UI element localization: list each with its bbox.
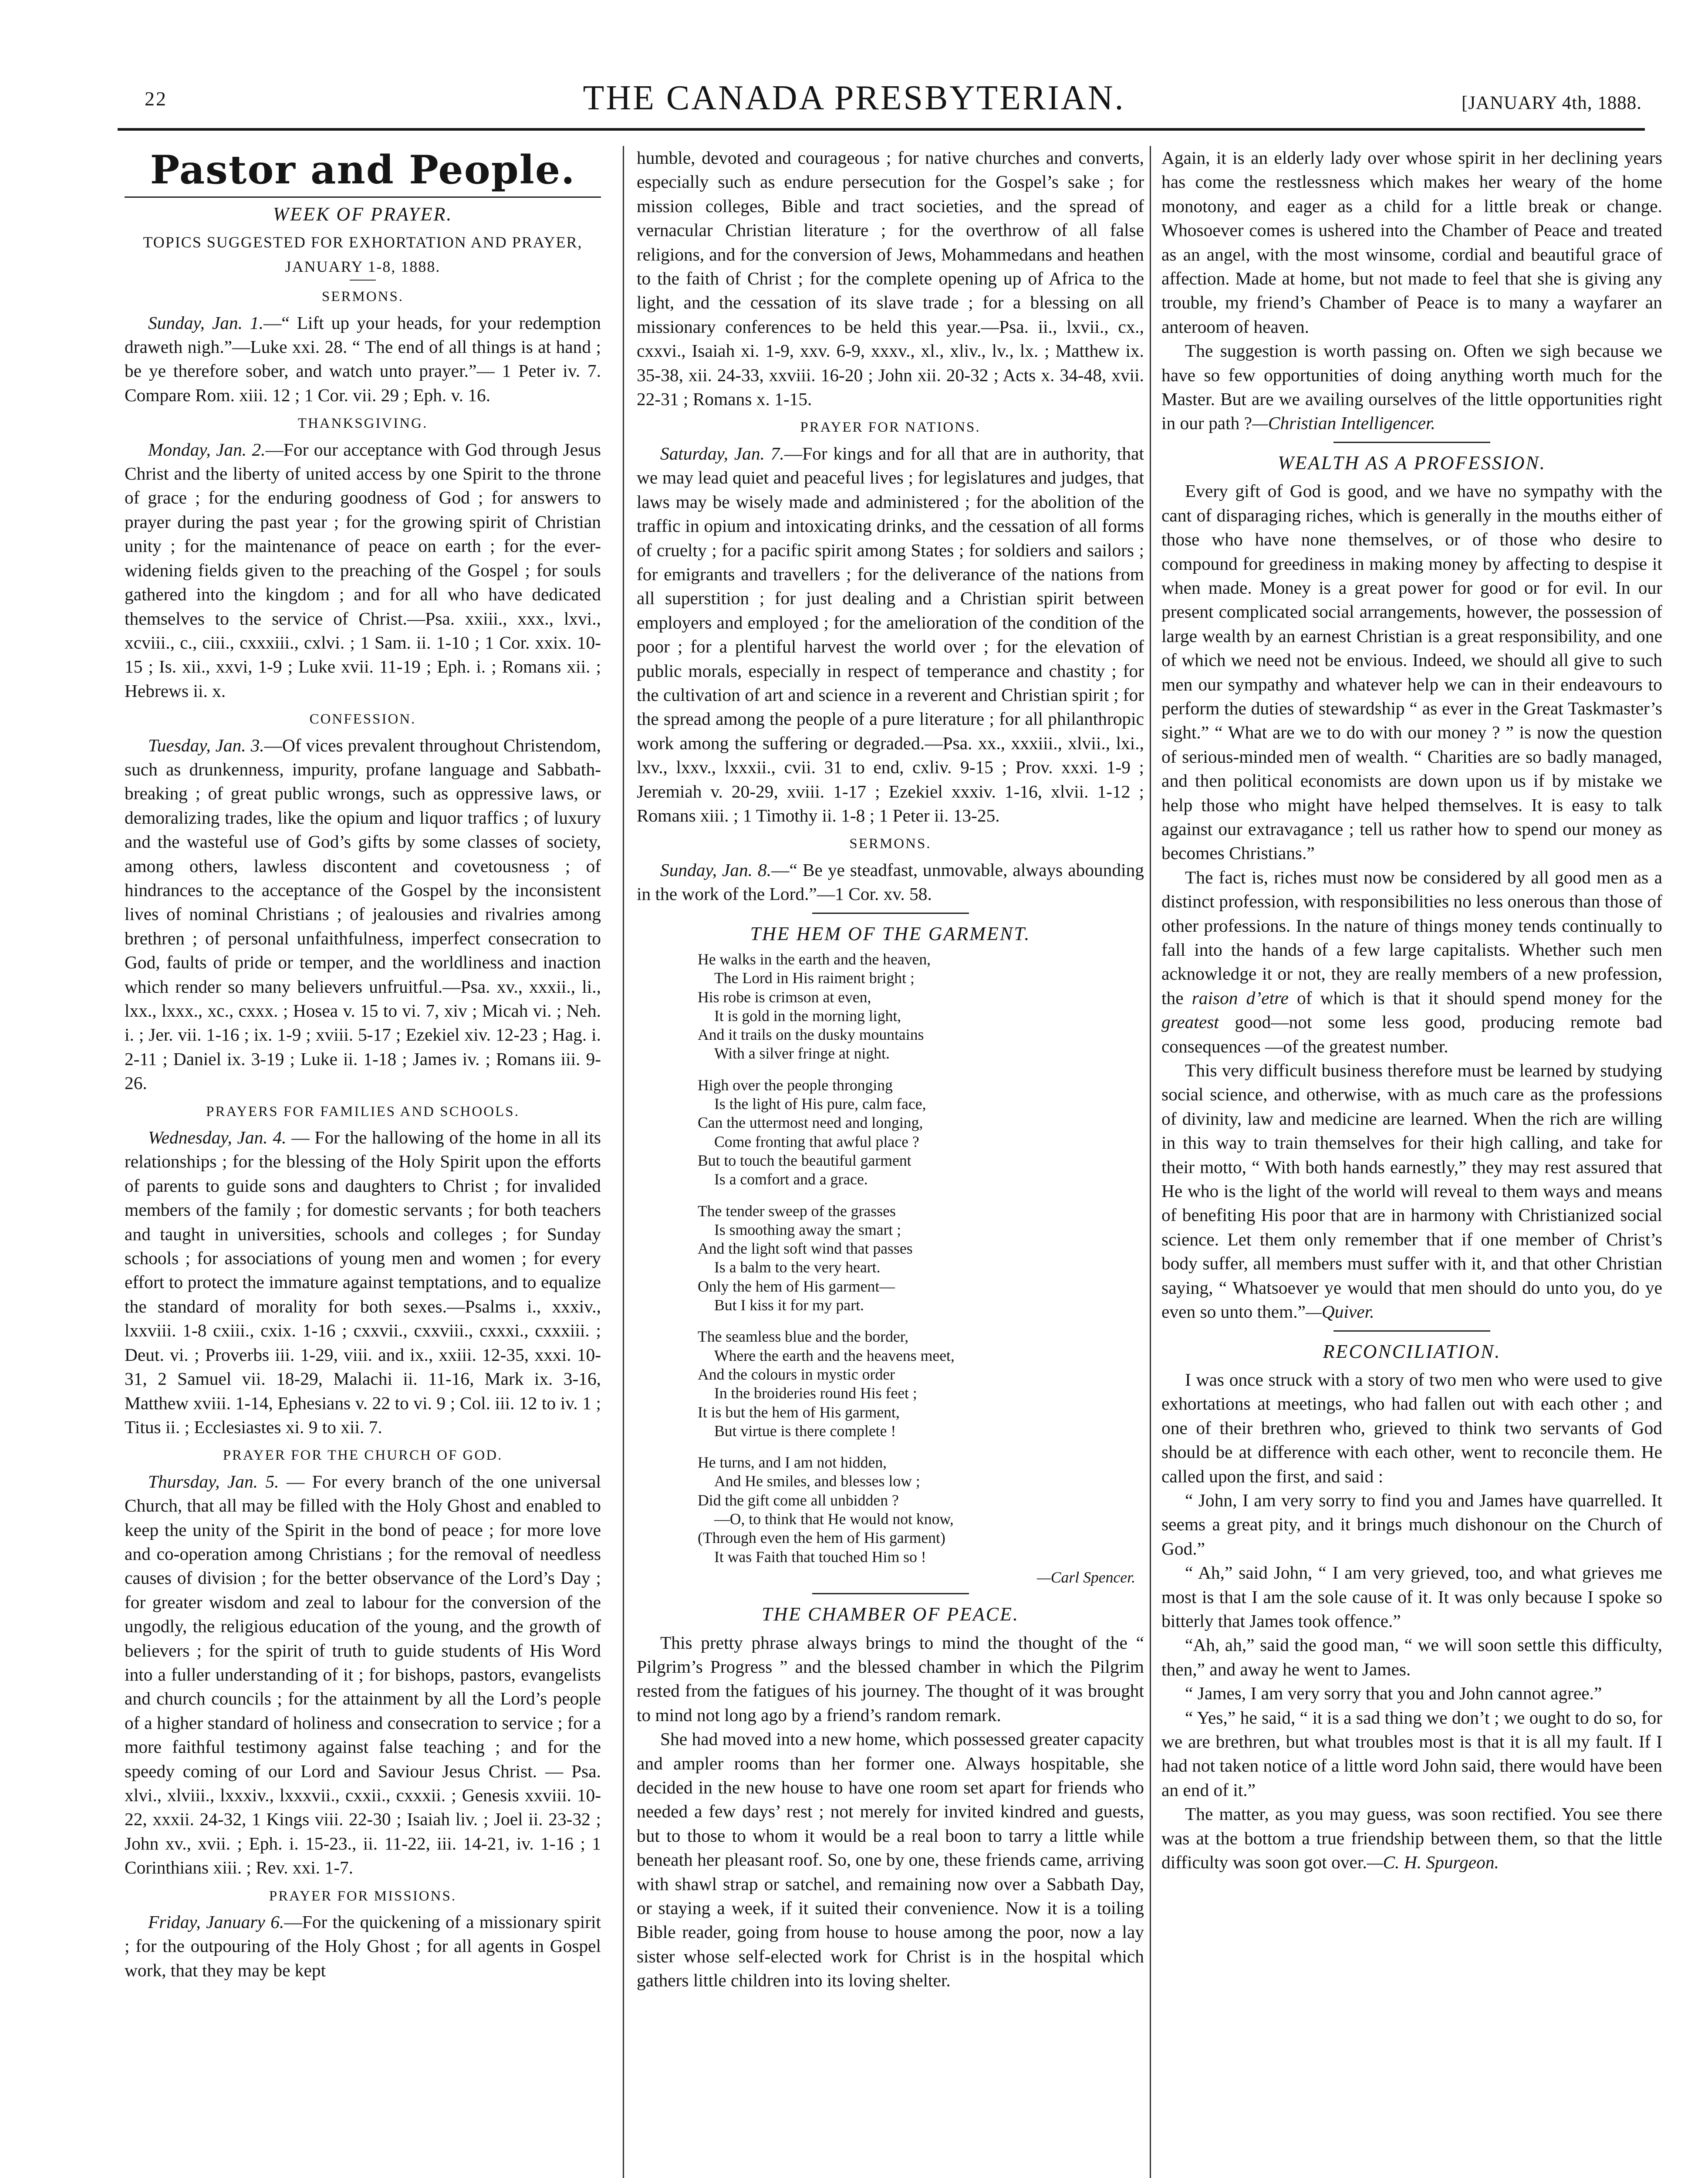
paragraph-missions-cont: humble, devoted and courageous ; for native churches and converts, especially such as endure persecution for the Gospel’s sake ; for mission colleges, Bible and tract societies, and the spread of vernacular Christian literature ; for the overthrow of all false religions, and for the conversion of Jews, Mohammedans and heathen to the faith of Christ ; for the complete opening up of Africa to the light, and the cessation of its slave trade ; for a blessing on all missionary conferences to be held this year.—Psa. ii., lxvii., cx., cxxvi., Isaiah xi. 1-9, xxv. 6-9, xxxv., xl., xliv., lv., lx. ; Matthew ix. 35-38, xii. 24-33, xxviii. 16-20 ; John xii. 20-32 ; Acts x. 34-48, xvii. 22-31 ; Romans x. 1-15. [637,148,1144,409]
subhead-church: PRAYER FOR THE CHURCH OF GOD. [223,1447,503,1464]
poem-line: It is but the hem of His garment, [698,1403,900,1421]
header-rule [118,128,1645,131]
issue-date: [JANUARY 4th, 1888. [1462,93,1642,113]
subhead-sermons: SERMONS. [321,289,404,305]
subhead-confession: CONFESSION. [309,711,416,727]
poem-stanza [698,1453,1144,1566]
section-title: RECONCILIATION. [1323,1340,1501,1362]
subhead-thanksgiving: THANKSGIVING. [297,416,428,432]
poem-line: Come fronting that awful place ? [714,1133,919,1150]
subhead-missions: PRAYER FOR MISSIONS. [269,1888,457,1904]
poem-line: The Lord in His raiment bright ; [714,969,915,987]
subhead-nations: PRAYER FOR NATIONS. [800,419,981,436]
divider [350,280,376,281]
paragraph: I was once struck with a story of two men who were used to give exhortations at meetings, who had fallen out with each other ; and one of their brethren who, grieved to think two servants of God should be at difference with each other, went to reconcile them. He called upon the first, and said : [1161,1369,1662,1486]
poem-line: Did the gift come all unbidden ? [698,1491,899,1509]
poem-line: Can the uttermost need and longing, [698,1114,923,1132]
divider [1333,1330,1490,1332]
poem-line: But I kiss it for my part. [714,1296,864,1314]
attribution: —C. H. Spurgeon. [1367,1852,1499,1873]
poem-line: And the colours in mystic order [698,1365,895,1383]
poem [698,950,1144,1587]
poem-line: It is gold in the morning light, [714,1007,901,1025]
paragraph-thursday: Thursday, Jan. 5. — For every branch of the one universal Church, that all may be filled with the Holy Ghost and enabled to keep the unity of the Spirit in the bond of peace ; for more love and co-operation among Christians ; for the removal of needless causes of division ; for the better observance of the Lord’s Day ; for greater wisdom and zeal to labour for the conversion of the ungodly, the religious education of the young, and the growth of believers ; for the spirit of truth to guide students of His Word into a fuller understanding of it ; for bishops, pastors, evangelists and church councils ; for the attainment by all the Lord’s people of a higher standard of holiness and consecration to service ; for a more faithful testimony against false teaching ; and for the speedy coming of our Lord and Saviour Jesus Christ. — Psa. xlvi., xlviii., lxxxiv., lxxxvii., cxxii., cxxxii. ; Genesis xxviii. 10-22, xxxii. 24-32, 1 Kings viii. 22-30 ; Isaiah liv. ; Joel ii. 23-32 ; John xv., xvii. ; Eph. i. 15-23., ii. 11-22, iii. 14-21, iv. 1-16 ; 1 Corinthians xiii. ; Rev. xxi. 1-7. [125,1471,601,1878]
attribution: —Christian Intelligencer. [1252,413,1435,433]
paragraph-sunday-8: Sunday, Jan. 8.—“ Be ye steadfast, unmovable, always abounding in the work of the Lord.”—1 Cor. xv. 58. [637,859,1144,904]
paragraph: This very difficult business therefore must be learned by studying social science, and otherwise, with as much care as the professions of divinity, law and medicine are learned. When the rich are willing in this way to train themselves for their high calling, and take for their motto, “ With both hands earnestly,” they may rest assured that He who is the light of the world will reveal to them ways and means of benefiting His poor that are in harmony with Christianized social science. Let them only remember that if one member of Christ’s body suffer, all members must suffer with it, and that other Christian saying, “ Whatsoever ye would that men should do unto you, do ye even so unto them.”—Quiver. [1161,1060,1662,1322]
poem-line: But virtue is there complete ! [714,1422,896,1440]
poem-line: The tender sweep of the grasses [698,1202,896,1220]
poem-line: And the light soft wind that passes [698,1240,913,1258]
column-1 [125,146,601,2178]
topics-dates: JANUARY 1-8, 1888. [285,257,441,275]
paragraph-sunday: Sunday, Jan. 1.—“ Lift up your heads, for your redemption draweth nigh.”—Luke xxi. 28. “ The end of all things is at hand ; be ye therefore sober, and watch unto prayer.”— 1 Peter iv. 7. Compare Rom. xiii. 12 ; 1 Cor. vii. 29 ; Eph. v. 16. [125,312,601,405]
poem-line: It was Faith that touched Him so ! [714,1548,926,1566]
paragraph: Every gift of God is good, and we have no sympathy with the cant of disparaging riches, which is generally in the mouths either of those who have none themselves, or of those who desire to compound for greediness in making money by affecting to despise it when made. Money is a great power for good or for evil. In our present complicated social arrangements, however, the possession of large wealth by an earnest Christian is a great responsibility, and one of which we need not be envious. Indeed, we should all give to such men our sympathy and whatever help we can in their endeavours to perform the duties of stewardship “ as ever in the Great Taskmaster’s sight.” “ What are we to do with our money ? ” is now the question of serious-minded men of wealth. “ Charities are so badly managed, and then political economists are down upon us if by mistake we help those who might have helped themselves. It is easy to talk against our extravagance ; tell us rather how to spend our money as becomes Christians.” [1161,481,1662,863]
paragraph: She had moved into a new home, which possessed greater capacity and ampler rooms than her former one. Always hospitable, she decided in the new house to have one room set apart for friends who needed a few days’ rest ; not merely for invited kindred and guests, but to those to whom it would be a real boon to tarry a little while beneath her pleasant roof. So, one by one, these friends came, arriving with shawl strap or satchel, and remaining now over a Sabbath Day, or staying a week, if it suited their convenience. Now it is a toiling Bible reader, going from house to house among the poor, now a lay sister whose self-elected work for Christ is in the hospital which gathers little children into its loving shelter. [637,1729,1144,1991]
department-heading: Pastor and People. [150,147,576,193]
paragraph: The suggestion is worth passing on. Often we sigh because we have so few opportunities of doing anything worth much for the Master. But are we availing ourselves of the little opportunities right in our path ?—Christian Intelligencer. [1161,341,1662,433]
poem-line: The seamless blue and the border, [698,1328,909,1346]
poem-line: Where the earth and the heavens meet, [714,1346,955,1364]
section-title: WEALTH AS A PROFESSION. [1278,452,1546,473]
paragraph-tuesday: Tuesday, Jan. 3.—Of vices prevalent throughout Christendom, such as drunkenness, impurity, profane language and Sabbath-breaking ; of great public wrongs, such as oppressive laws, or demoralizing trades, like the opium and liquor traffics ; of luxury and the wasteful use of God’s gifts by some classes of society, among others, lawless discontent and covetousness ; of hindrances to the acceptance of the Gospel by the inconsistent lives of nominal Christians ; of jealousies and rivalries among brethren ; of personal unfaithfulness, imperfect consecration to God, faults of pride or temper, and the worldliness and inaction which render so many believers unfruitful.—Psa. xv., xxxii., li., lxx., lxxx., xc., cxxx. ; Hosea v. 15 to vi. 7, xiv ; Micah vi. ; Neh. i. ; Jer. vii. 1-16 ; ix. 1-9 ; xviii. 5-17 ; Ezekiel xiv. 12-23 ; Hag. i. 2-11 ; Daniel ix. 3-19 ; Luke ii. 1-18 ; James iv. ; Romans iii. 9-26. [125,735,601,1093]
poem-stanza [698,1076,1144,1189]
paragraph: “ John, I am very sorry to find you and James have quarrelled. It seems a great pity, and it brings much dishonour on the Church of God.” [1161,1490,1662,1559]
poem-line: He walks in the earth and the heaven, [698,950,931,968]
poem-line: Is a comfort and a grace. [714,1170,868,1188]
subhead-families: PRAYERS FOR FAMILIES AND SCHOOLS. [206,1103,520,1119]
poem-line: Only the hem of His garment— [698,1277,895,1295]
paragraph: “ Yes,” he said, “ it is a sad thing we don’t ; we ought to do so, for we are brethren, but what troubles most is that it is all my fault. If I had not taken notice of a little word John said, there would have been an end of it.” [1161,1707,1662,1800]
divider [125,196,601,198]
divider [1333,442,1490,443]
poem-line: He turns, and I am not hidden, [698,1454,887,1471]
subhead-sermons-2: SERMONS. [849,836,932,852]
section-title: THE CHAMBER OF PEACE. [762,1603,1019,1625]
poem-line: And it trails on the dusky mountains [698,1026,924,1044]
column-3 [1161,146,1662,2178]
paragraph: “ Ah,” said John, “ I am very grieved, too, and what grieves me most is that I am the sole cause of it. It was only because I spoke so bitterly that James took offence.” [1161,1562,1662,1631]
poem-line: And He smiles, and blesses low ; [714,1472,920,1490]
poem-line: With a silver fringe at night. [714,1045,890,1062]
paragraph: “ James, I am very sorry that you and John cannot agree.” [1185,1683,1602,1704]
poem-line: Is smoothing away the smart ; [714,1221,901,1238]
paragraph-monday: Monday, Jan. 2.—For our acceptance with God through Jesus Christ and the liberty of united access by one Spirit to the throne of grace ; for the enduring goodness of God ; for answers to prayer during the past year ; for the growing spirit of Christian unity ; for the maintenance of peace on earth ; for the ever-widening fields given to the preaching of the Gospel ; for souls gathered into the kingdom ; and for all who have dedicated themselves to the service of Christ.—Psa. xxiii., xxx., lxvi., xcviii., c., ciii., cxxxiii., cxlvi. ; 1 Sam. ii. 1-10 ; 1 Cor. xxix. 10-15 ; Is. xii., xxvi, 1-9 ; Luke xvii. 11-19 ; Eph. i. ; Romans xii. ; Hebrews ii. x. [125,439,601,701]
poem-title: THE HEM OF THE GARMENT. [750,923,1031,944]
paragraph-wednesday: Wednesday, Jan. 4. — For the hallowing of the home in all its relationships ; for the blessing of the Holy Spirit upon the efforts of parents to guide sons and daughters to Christ ; for invalided members of the family ; for domestic servants ; for both teachers and taught in universities, schools and colleges ; for Sunday schools ; for associations of young men and women ; for every effort to protect the immature against temptations, and to equalize the standard of morality for both sexes.—Psalms i., xxxiv., lxxviii. 1-8 cxiii., cxix. 1-16 ; cxxvii., cxxviii., cxxxi., cxxxiii. ; Deut. vi. ; Proverbs iii. 1-29, viii. and ix., xxiii. 12-35, xxxi. 10-31, 2 Samuel vii. 18-29, Malachi ii. 11-16, Mark ix. 3-16, Matthew xviii. 1-14, Ephesians v. 22 to vi. 9 ; Col. iii. 12 to iv. 1 ; Titus ii. ; Ecclesiastes xi. 9 to xii. 7. [125,1127,601,1437]
poem-author: —Carl Spencer. [1036,1568,1135,1586]
poem-line: In the broideries round His feet ; [714,1384,917,1402]
page-number: 22 [145,88,167,110]
column-divider [1150,146,1151,2178]
paragraph-saturday: Saturday, Jan. 7.—For kings and for all that are in authority, that we may lead quiet and peaceful lives ; for legislatures and judges, that laws may be wisely made and administered ; for the abolition of the traffic in opium and intoxicating drinks, and the cessation of all forms of cruelty ; for a pacific spirit among States ; for soldiers and sailors ; for emigrants and travellers ; for the deliverance of the nations from all superstition ; for just dealing and a Christian spirit between employers and employed ; for the amelioration of the condition of the poor ; for a plentiful harvest the world over ; for the elevation of public morals, especially in respect of temperance and chastity ; for the cultivation of art and science in a reverent and Christian spirit ; for the spread among the people of a pure literature ; for all philanthropic work among the suffering or degraded.—Psa. xx., xxxiii., xlvii., lxi., lxv., lxxv., lxxxii., cvii. 31 to end, cxliv. 9-15 ; Prov. xxxi. 1-9 ; Jeremiah v. 20-29, xviii. 1-17 ; Ezekiel xxxiv. 1-16, xlvii. 1-12 ; Romans xiii. ; 1 Timothy ii. 1-8 ; 1 Peter ii. 13-25. [637,443,1144,825]
poem-line: His robe is crimson at even, [698,988,871,1006]
poem-line: Is the light of His pure, calm face, [714,1095,926,1113]
poem-stanza [698,1327,1144,1441]
poem-stanza [698,950,1144,1063]
paragraph: The fact is, riches must now be considered by all good men as a distinct profession, with responsibilities no less onerous than those of other professions. In the nature of things money tends continually to fall into the hands of a few large capitalists. Whether such men acknowledge it or not, they are really members of a new profession, the raison d’etre of which is that it should spend money for the greatest good—not some less good, producing remote bad consequences —of the greatest number. [1161,867,1662,1056]
poem-stanza [698,1202,1144,1315]
paragraph: Again, it is an elderly lady over whose spirit in her declining years has come the restlessness which makes her weary of the home monotony, and eager as a child for a little break or change. Whosoever comes is ushered into the Chamber of Peace and treated as an angel, with the most winsome, cordial and beautiful grace of affection. Made at home, but not made to feel that she is giving any trouble, my friend’s Chamber of Peace is to many a wayfarer an anteroom of heaven. [1161,148,1662,337]
attribution: —Quiver. [1306,1302,1374,1322]
paragraph: “Ah, ah,” said the good man, “ we will soon settle this difficulty, then,” and away he went to James. [1161,1635,1662,1679]
poem-line: —O, to think that He would not know, [714,1510,954,1528]
section-title: WEEK OF PRAYER. [273,203,453,225]
poem-line: Is a balm to the very heart. [714,1258,881,1276]
column-divider [623,146,624,2178]
paragraph: This pretty phrase always brings to mind the thought of the “ Pilgrim’s Progress ” and the blessed chamber in which the Pilgrim rested from the fatigues of his journey. The thought of it was brought to mind not long ago by a friend’s random remark. [637,1632,1144,1725]
poem-line: But to touch the beautiful garment [698,1151,911,1169]
poem-line: (Through even the hem of His garment) [698,1529,945,1547]
column-2 [637,146,1144,2178]
masthead-title: THE CANADA PRESBYTERIAN. [583,79,1125,117]
poem-line: High over the people thronging [698,1076,893,1094]
divider [812,1593,969,1594]
page-header [0,0,1708,131]
topics-line: TOPICS SUGGESTED FOR EXHORTATION AND PRAYER, [143,233,583,251]
paragraph: The matter, as you may guess, was soon rectified. You see there was at the bottom a true friendship between them, so that the little difficulty was soon got over.—C. H. Spurgeon. [1161,1804,1662,1873]
paragraph-friday: Friday, January 6.—For the quickening of a missionary spirit ; for the outpouring of the Holy Ghost ; for all agents in Gospel work, that they may be kept [125,1912,601,1980]
divider [812,913,969,914]
